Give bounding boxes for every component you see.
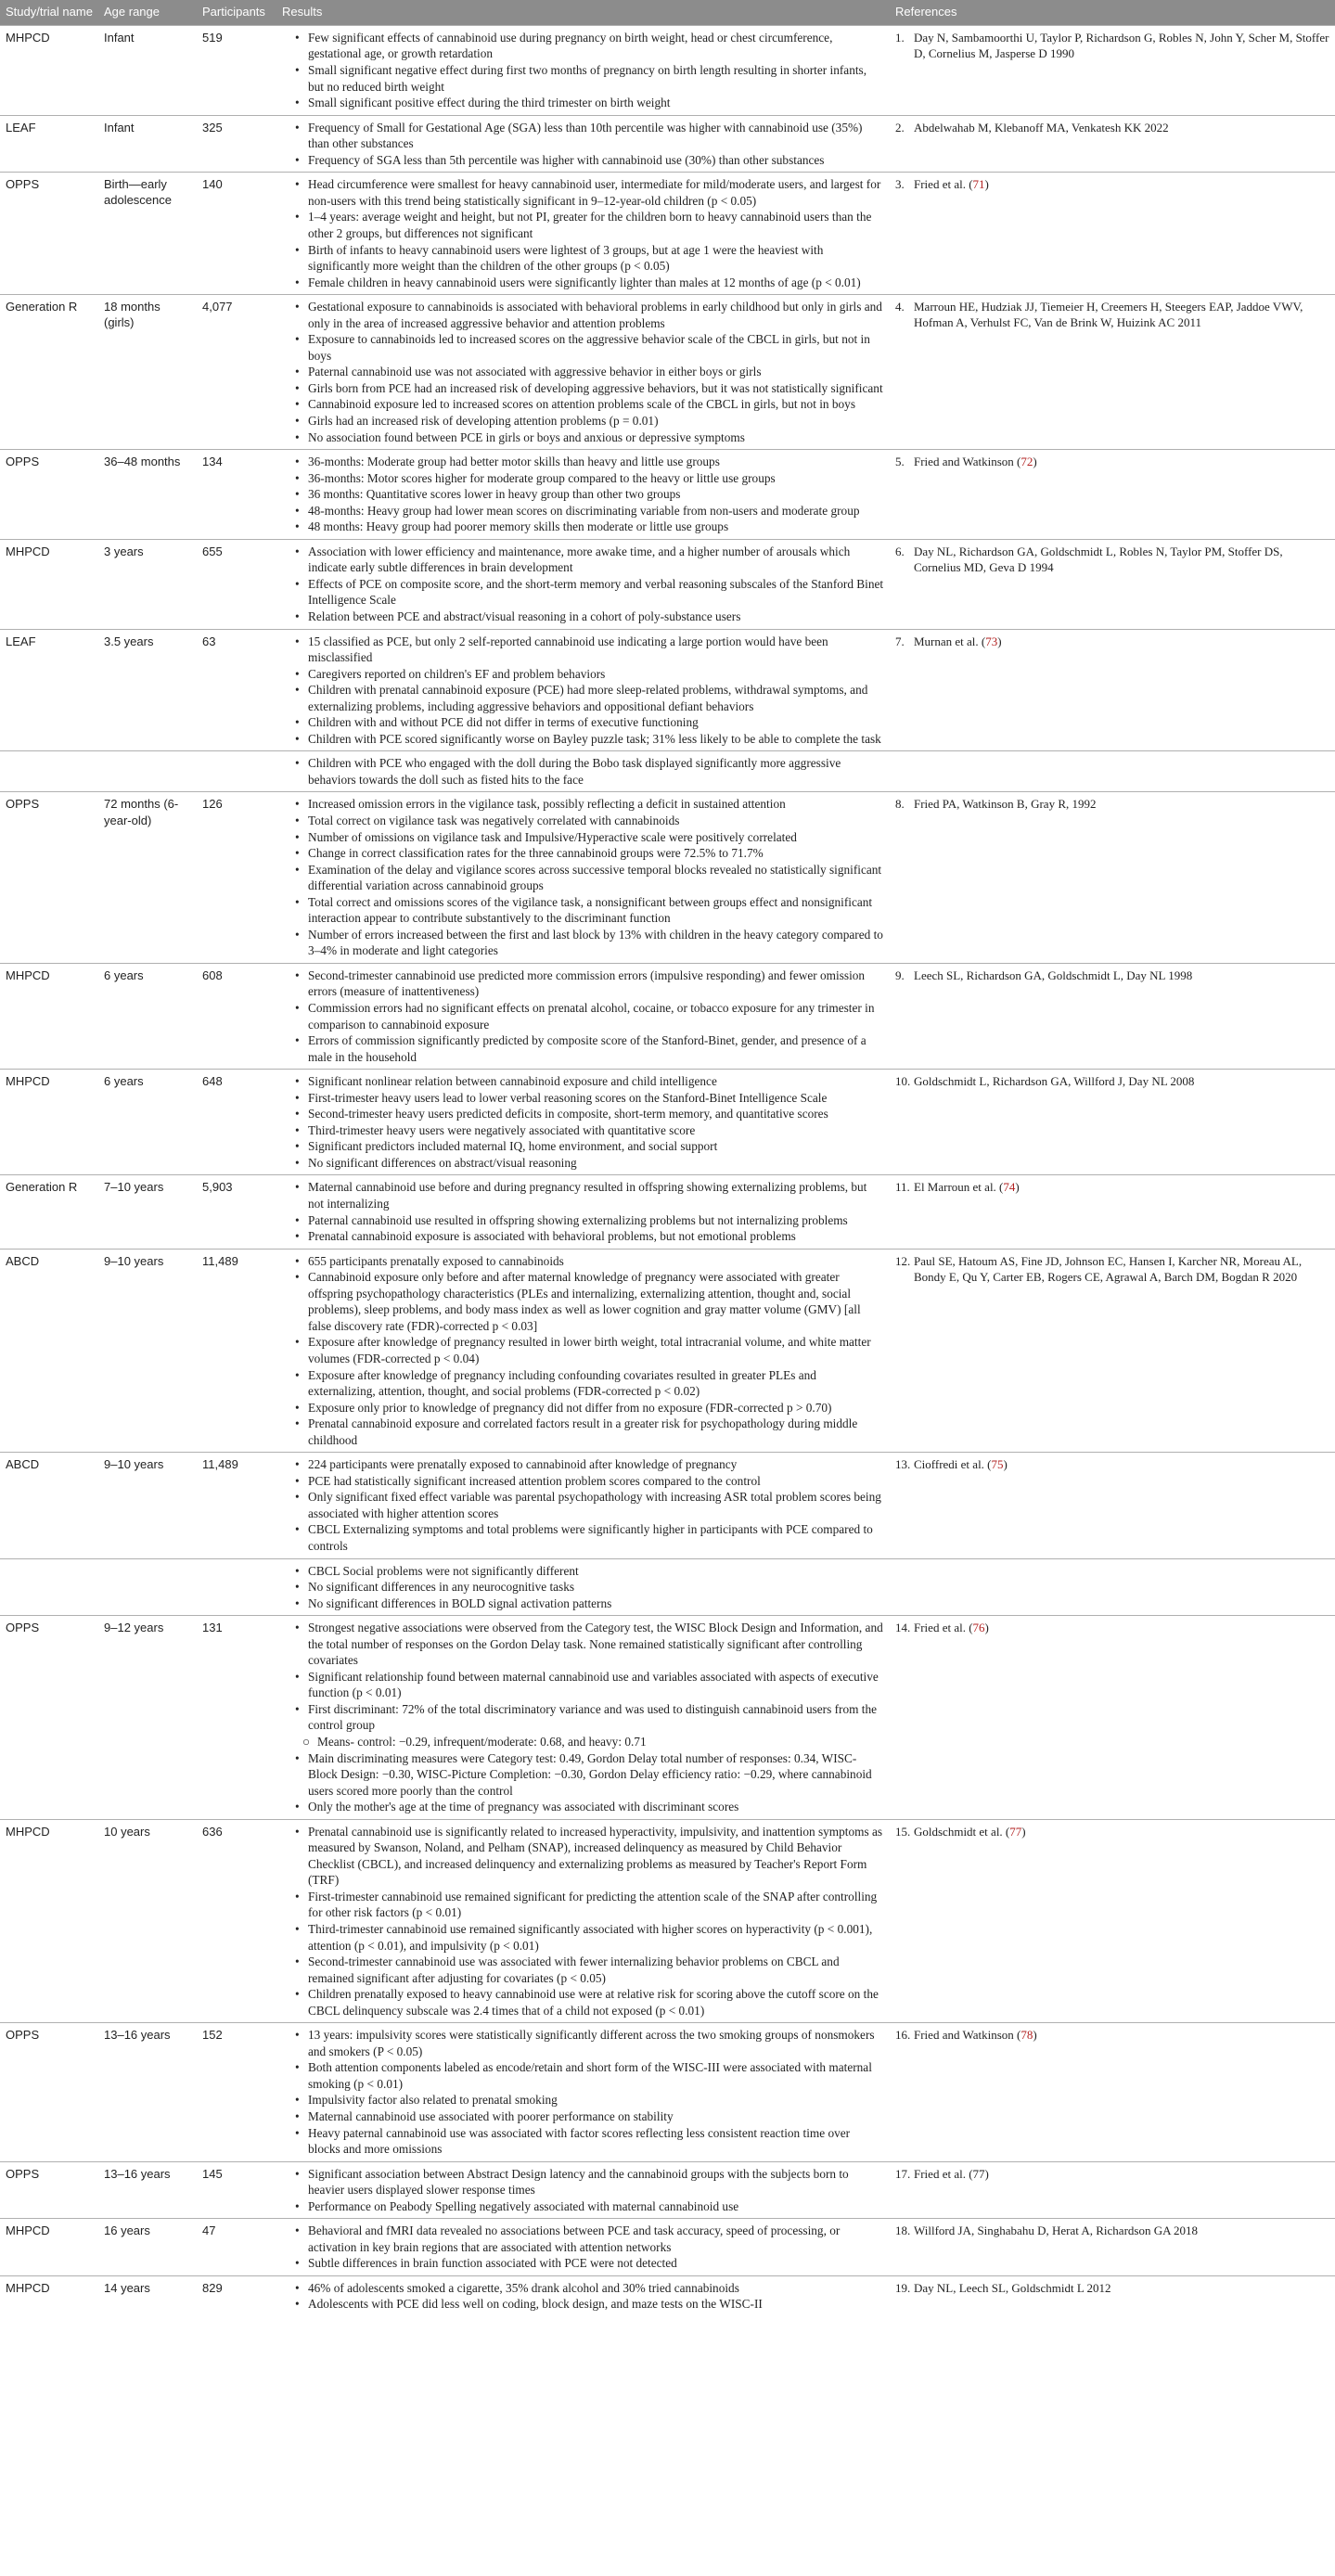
result-item: • Third-trimester heavy users were negatively associated with quantitative score	[308, 1122, 884, 1139]
result-item: • Significant predictors included maternal IQ, home environment, and social support	[308, 1138, 884, 1155]
reference-cell	[890, 450, 1335, 540]
study-name-cell: OPPS	[0, 2161, 98, 2219]
result-item: • 48 months: Heavy group had poorer memory skills then moderate or little use groups	[308, 519, 884, 535]
reference-cell	[890, 115, 1335, 173]
table-row	[0, 450, 1335, 540]
reference-text: Leech SL, Richardson GA, Goldschmidt L, Day NL 1998	[914, 968, 1193, 982]
table-row	[0, 963, 1335, 1069]
reference-number: 18.	[895, 2224, 911, 2238]
reference-cell	[890, 1819, 1335, 2023]
age-range-cell: 9–12 years	[98, 1616, 197, 1820]
result-item: • First discriminant: 72% of the total discriminatory variance and was used to distinguish cannabinoid users from the control group	[308, 1701, 884, 1734]
reference-cell	[890, 25, 1335, 115]
reference-cell	[890, 2023, 1335, 2161]
reference-cell	[890, 629, 1335, 751]
result-item: • Frequency of Small for Gestational Age (SGA) less than 10th percentile was higher with cannabinoid use (35%) than other substances	[308, 120, 884, 152]
study-name-cell: MHPCD	[0, 539, 98, 629]
reference-number: 6.	[895, 544, 905, 558]
reference-text: Fried et al. (77)	[914, 2166, 989, 2181]
results-cell	[276, 1175, 890, 1249]
age-range-cell: 3.5 years	[98, 629, 197, 751]
result-item: • Total correct and omissions scores of the vigilance task, a nonsignificant between groups effect and nonsignificant interaction appear to contribute substantively to the discriminant function	[308, 894, 884, 927]
table-row	[0, 1175, 1335, 1249]
citation-link[interactable]: 78	[1021, 2028, 1033, 2043]
study-name-cell: OPPS	[0, 2023, 98, 2161]
result-item: • Third-trimester cannabinoid use remained significantly associated with higher scores on hyperactivity (p < 0.001), attention (p < 0.01), and impulsivity (p < 0.01)	[308, 1921, 884, 1954]
table-row	[0, 2275, 1335, 2316]
citation-close-paren: )	[1033, 2028, 1037, 2043]
result-item: • Impulsivity factor also related to prenatal smoking	[308, 2092, 884, 2108]
result-item: • Both attention components labeled as encode/retain and short form of the WISC-III were associated with maternal smoking (p < 0.01)	[308, 2059, 884, 2092]
reference-cell	[890, 1558, 1335, 1616]
reference-number: 12.	[895, 1253, 911, 1268]
study-name-cell: MHPCD	[0, 2219, 98, 2276]
result-item: • 655 participants prenatally exposed to cannabinoids	[308, 1253, 884, 1270]
reference-number: 19.	[895, 2280, 911, 2295]
citation-link[interactable]: 71	[972, 177, 985, 192]
result-item: • CBCL Social problems were not significantly different	[308, 1563, 884, 1580]
reference-cell	[890, 2219, 1335, 2276]
results-cell	[276, 2275, 890, 2316]
table-row	[0, 1249, 1335, 1453]
result-item: • No significant differences in any neurocognitive tasks	[308, 1579, 884, 1596]
header-references: References	[890, 0, 1335, 25]
results-list	[308, 120, 884, 169]
reference-cell	[890, 539, 1335, 629]
result-item: • Paternal cannabinoid use resulted in offspring showing externalizing problems but not internalizing problems	[308, 1212, 884, 1229]
results-cell	[276, 1616, 890, 1820]
reference-text: Fried et al. (	[914, 177, 973, 192]
age-range-cell: 16 years	[98, 2219, 197, 2276]
age-range-cell: 6 years	[98, 1070, 197, 1175]
results-cell	[276, 792, 890, 963]
reference-cell	[890, 1175, 1335, 1249]
header-age-range: Age range	[98, 0, 197, 25]
results-cell	[276, 629, 890, 751]
result-item: • Association with lower efficiency and maintenance, more awake time, and a higher number of arousals which indicate early subtle differences in brain development	[308, 544, 884, 576]
results-cell	[276, 2023, 890, 2161]
results-cell	[276, 1819, 890, 2023]
result-item: • 15 classified as PCE, but only 2 self-reported cannabinoid use indicating a large portion would have been misclassified	[308, 634, 884, 666]
reference-number: 15.	[895, 1824, 911, 1839]
results-list	[308, 1563, 884, 1612]
reference-cell	[890, 2161, 1335, 2219]
reference-text: Goldschmidt L, Richardson GA, Willford J, Day NL 2008	[914, 1074, 1195, 1089]
reference-number: 7.	[895, 634, 905, 648]
age-range-cell: 36–48 months	[98, 450, 197, 540]
table-row	[0, 792, 1335, 963]
citation-close-paren: )	[1033, 455, 1037, 469]
results-list	[308, 796, 884, 958]
participants-cell: 519	[197, 25, 276, 115]
study-name-cell: OPPS	[0, 450, 98, 540]
table-row	[0, 1819, 1335, 2023]
header-participants: Participants	[197, 0, 276, 25]
results-list	[308, 1456, 884, 1554]
citation-close-paren: )	[997, 634, 1002, 648]
reference-cell	[890, 751, 1335, 792]
reference-text: Murnan et al. (	[914, 634, 986, 648]
study-name-cell: ABCD	[0, 1453, 98, 1558]
results-cell	[276, 1558, 890, 1616]
age-range-cell: 9–10 years	[98, 1249, 197, 1453]
study-name-cell	[0, 751, 98, 792]
reference-cell	[890, 1616, 1335, 1820]
result-item: • Girls born from PCE had an increased risk of developing aggressive behaviors, but it was not statistically significant	[308, 380, 884, 397]
result-item: • Children with PCE scored significantly worse on Bayley puzzle task; 31% less likely to be able to complete the task	[308, 731, 884, 748]
reference-text: Fried et al. (	[914, 1621, 973, 1635]
reference-cell	[890, 173, 1335, 295]
results-cell	[276, 450, 890, 540]
study-name-cell: MHPCD	[0, 1070, 98, 1175]
reference-number: 11.	[895, 1180, 910, 1195]
study-name-cell: Generation R	[0, 295, 98, 450]
result-item: • Few significant effects of cannabinoid use during pregnancy on birth weight, head or chest circumference, gestational age, or growth retardation	[308, 30, 884, 62]
results-cell	[276, 539, 890, 629]
reference-text: El Marroun et al. (	[914, 1180, 1004, 1195]
result-item: • Prenatal cannabinoid exposure and correlated factors result in a greater risk for psychopathology during middle childhood	[308, 1416, 884, 1448]
age-range-cell: 3 years	[98, 539, 197, 629]
result-item: • Caregivers reported on children's EF and problem behaviors	[308, 666, 884, 683]
age-range-cell: 18 months (girls)	[98, 295, 197, 450]
result-item: • Children with PCE who engaged with the doll during the Bobo task displayed significantly more aggressive behaviors towards the doll such as fisted hits to the face	[308, 755, 884, 788]
participants-cell: 325	[197, 115, 276, 173]
reference-text: Cioffredi et al. (	[914, 1457, 992, 1472]
age-range-cell: Infant	[98, 25, 197, 115]
table-row	[0, 1558, 1335, 1616]
results-cell	[276, 25, 890, 115]
result-item: • Cannabinoid exposure led to increased scores on attention problems scale of the CBCL in girls, but not in boys	[308, 396, 884, 413]
result-item: • Prenatal cannabinoid use is significantly related to increased hyperactivity, impulsivity, and inattention symptoms as measured by Swanson, Noland, and Pelham (SNAP), increased delinquency as measured by Child Behavior Checklist (CBCL), and increased delinquency and externalizing problems as measured by Teacher's Report Form (TRF)	[308, 1824, 884, 1889]
reference-cell	[890, 295, 1335, 450]
result-item: • Change in correct classification rates for the three cannabinoid groups were 72.5% to 71.7%	[308, 845, 884, 862]
result-item: • Errors of commission significantly predicted by composite score of the Stanford-Binet, gender, and presence of a male in the household	[308, 1032, 884, 1065]
results-cell	[276, 115, 890, 173]
citation-link[interactable]: 77	[1009, 1824, 1022, 1839]
reference-text: Willford JA, Singhabahu D, Herat A, Richardson GA 2018	[914, 2224, 1199, 2238]
reference-cell	[890, 792, 1335, 963]
reference-number: 16.	[895, 2028, 911, 2043]
age-range-cell: 7–10 years	[98, 1175, 197, 1249]
result-item: • Small significant negative effect during first two months of pregnancy on birth length resulting in shorter infants, but no reduced birth weight	[308, 62, 884, 95]
results-cell	[276, 173, 890, 295]
result-item: • Children with and without PCE did not differ in terms of executive functioning	[308, 714, 884, 731]
result-item: • Birth of infants to heavy cannabinoid users were lightest of 3 groups, but at age 1 were the heaviest with significantly more weight than the children of the other groups (p < 0.05)	[308, 242, 884, 275]
citation-link[interactable]: 73	[985, 634, 998, 648]
citation-link[interactable]: 72	[1021, 455, 1033, 469]
participants-cell	[197, 751, 276, 792]
study-name-cell: Generation R	[0, 1175, 98, 1249]
results-list	[308, 2223, 884, 2272]
table-row	[0, 751, 1335, 792]
participants-cell: 655	[197, 539, 276, 629]
age-range-cell: 13–16 years	[98, 2023, 197, 2161]
participants-cell: 5,903	[197, 1175, 276, 1249]
participants-cell: 134	[197, 450, 276, 540]
reference-cell	[890, 1070, 1335, 1175]
result-item: • Subtle differences in brain function associated with PCE were not detected	[308, 2255, 884, 2272]
reference-cell	[890, 2275, 1335, 2316]
participants-cell: 152	[197, 2023, 276, 2161]
result-item: • Female children in heavy cannabinoid users were significantly lighter than males at 12 months of age (p < 0.01)	[308, 275, 884, 291]
result-item: • Only significant fixed effect variable was parental psychopathology with increasing ASR total problem scores being associated with higher attention scores	[308, 1489, 884, 1521]
result-item: • First-trimester heavy users lead to lower verbal reasoning scores on the Stanford-Binet Intelligence Scale	[308, 1090, 884, 1107]
results-list	[308, 30, 884, 111]
result-item: • Maternal cannabinoid use before and during pregnancy resulted in offspring showing externalizing problems, but not internalizing	[308, 1179, 884, 1211]
results-list	[308, 544, 884, 625]
participants-cell: 4,077	[197, 295, 276, 450]
reference-number: 13.	[895, 1457, 911, 1472]
result-item: • Exposure after knowledge of pregnancy resulted in lower birth weight, total intracranial volume, and white matter volumes (FDR-corrected p < 0.04)	[308, 1334, 884, 1366]
citation-close-paren: )	[984, 1621, 989, 1635]
reference-number: 1.	[895, 30, 905, 45]
result-item: • No significant differences in BOLD signal activation patterns	[308, 1596, 884, 1612]
reference-cell	[890, 963, 1335, 1069]
results-list	[308, 1620, 884, 1815]
results-list	[308, 454, 884, 535]
result-item: • Effects of PCE on composite score, and the short-term memory and verbal reasoning subscales of the Stanford Binet Intelligence Scale	[308, 576, 884, 609]
study-name-cell: ABCD	[0, 1249, 98, 1453]
table-row	[0, 629, 1335, 751]
result-item: • Small significant positive effect during the third trimester on birth weight	[308, 95, 884, 111]
reference-text: Paul SE, Hatoum AS, Fine JD, Johnson EC, Hansen I, Karcher NR, Moreau AL, Bondy E, Qu Y, Carter EB, Rogers CE, Agrawal A, Barch DM, Bogdan R 2020	[914, 1253, 1303, 1284]
reference-number: 9.	[895, 968, 905, 982]
participants-cell: 145	[197, 2161, 276, 2219]
age-range-cell	[98, 751, 197, 792]
results-cell	[276, 963, 890, 1069]
study-name-cell	[0, 1558, 98, 1616]
reference-cell	[890, 1249, 1335, 1453]
study-name-cell: LEAF	[0, 629, 98, 751]
result-item: • Commission errors had no significant effects on prenatal alcohol, cocaine, or tobacco exposure for any trimester in comparison to cannabinoid exposure	[308, 1000, 884, 1032]
result-item: • Number of errors increased between the first and last block by 13% with children in the heavy category compared to 3–4% in moderate and light categories	[308, 927, 884, 959]
result-item: • Cannabinoid exposure only before and after maternal knowledge of pregnancy were associated with greater offspring psychopathology characteristics (PLEs and internalizing, externalizing attention, thought and, social problems), sleep problems, and body mass index as well as lower cognition and gray matter volume (GMV) [all false discovery rate (FDR)-corrected p < 0.03]	[308, 1269, 884, 1334]
table-body	[0, 25, 1335, 2316]
table-row	[0, 2023, 1335, 2161]
results-list	[308, 2166, 884, 2215]
reference-number: 2.	[895, 120, 905, 135]
header-study: Study/trial name	[0, 0, 98, 25]
reference-text: Day NL, Richardson GA, Goldschmidt L, Robles N, Taylor PM, Stoffer DS, Cornelius MD, Geva D 1994	[914, 544, 1283, 574]
reference-text: Fried and Watkinson (	[914, 2028, 1021, 2043]
study-name-cell: MHPCD	[0, 2275, 98, 2316]
participants-cell: 11,489	[197, 1249, 276, 1453]
result-item: • Exposure only prior to knowledge of pregnancy did not differ from no exposure (FDR-corrected p > 0.70)	[308, 1400, 884, 1416]
reference-text: Abdelwahab M, Klebanoff MA, Venkatesh KK 2022	[914, 120, 1169, 135]
participants-cell: 47	[197, 2219, 276, 2276]
result-item: • Children prenatally exposed to heavy cannabinoid use were at relative risk for scoring above the cutoff score on the CBCL delinquency subscale was 2.4 times that of a child not exposed (p < 0.01)	[308, 1986, 884, 2019]
age-range-cell: 9–10 years	[98, 1453, 197, 1558]
results-list	[308, 1073, 884, 1171]
reference-text: Day NL, Leech SL, Goldschmidt L 2012	[914, 2280, 1111, 2295]
results-cell	[276, 295, 890, 450]
result-item: • Maternal cannabinoid use associated with poorer performance on stability	[308, 2108, 884, 2125]
participants-cell: 11,489	[197, 1453, 276, 1558]
results-list	[308, 1253, 884, 1449]
result-item: • Paternal cannabinoid use was not associated with aggressive behavior in either boys or girls	[308, 364, 884, 380]
result-item: • 36-months: Moderate group had better motor skills than heavy and little use groups	[308, 454, 884, 470]
citation-close-paren: )	[1021, 1824, 1026, 1839]
study-name-cell: MHPCD	[0, 1819, 98, 2023]
table-row	[0, 2161, 1335, 2219]
study-name-cell: OPPS	[0, 173, 98, 295]
header-results: Results	[276, 0, 890, 25]
citation-link[interactable]: 76	[972, 1621, 985, 1635]
participants-cell: 63	[197, 629, 276, 751]
participants-cell: 636	[197, 1819, 276, 2023]
results-cell	[276, 2161, 890, 2219]
table-header-row	[0, 0, 1335, 25]
result-item: • Examination of the delay and vigilance scores across successive temporal blocks revealed no statistically significant differential variation across cannabinoid groups	[308, 862, 884, 894]
result-item: • Relation between PCE and abstract/visual reasoning in a cohort of poly-substance users	[308, 609, 884, 625]
reference-cell	[890, 1453, 1335, 1558]
result-item: • 36 months: Quantitative scores lower in heavy group than other two groups	[308, 486, 884, 503]
result-item: • 224 participants were prenatally exposed to cannabinoid after knowledge of pregnancy	[308, 1456, 884, 1473]
result-item: • Second-trimester cannabinoid use predicted more commission errors (impulsive responding) and fewer omission errors (measure of inattentiveness)	[308, 968, 884, 1000]
participants-cell	[197, 1558, 276, 1616]
result-item: • First-trimester cannabinoid use remained significant for predicting the attention scale of the SNAP after controlling for other risk factors (p < 0.01)	[308, 1889, 884, 1921]
results-cell	[276, 1070, 890, 1175]
results-cell	[276, 751, 890, 792]
results-cell	[276, 1249, 890, 1453]
result-item: • Prenatal cannabinoid exposure is associated with behavioral problems, but not emotional problems	[308, 1228, 884, 1245]
results-list	[308, 1824, 884, 2019]
results-list	[308, 176, 884, 290]
reference-number: 3.	[895, 177, 905, 192]
result-item: • Behavioral and fMRI data revealed no associations between PCE and task accuracy, speed of processing, or activation in key brain regions that are associated with attention networks	[308, 2223, 884, 2255]
study-name-cell: MHPCD	[0, 25, 98, 115]
results-list	[308, 634, 884, 748]
results-list	[308, 1179, 884, 1244]
result-item: • 13 years: impulsivity scores were statistically significantly different across the two smoking groups of nonsmokers and smokers (P < 0.05)	[308, 2027, 884, 2059]
table-row	[0, 1070, 1335, 1175]
results-cell	[276, 2219, 890, 2276]
table-row	[0, 173, 1335, 295]
table-row	[0, 539, 1335, 629]
result-item: • Only the mother's age at the time of pregnancy was associated with discriminant scores	[308, 1799, 884, 1815]
result-item: • 36-months: Motor scores higher for moderate group compared to the heavy or little use groups	[308, 470, 884, 487]
result-item: • Exposure after knowledge of pregnancy including confounding covariates resulted in greater PLEs and externalizing, attention, thought, and social problems (FDR-corrected p < 0.02)	[308, 1367, 884, 1400]
result-item: • Second-trimester heavy users predicted deficits in composite, short-term memory, and quantitative scores	[308, 1106, 884, 1122]
citation-close-paren: )	[984, 177, 989, 192]
reference-number: 14.	[895, 1621, 911, 1635]
table-row	[0, 1453, 1335, 1558]
study-name-cell: MHPCD	[0, 963, 98, 1069]
participants-cell: 140	[197, 173, 276, 295]
result-item: • No association found between PCE in girls or boys and anxious or depressive symptoms	[308, 429, 884, 446]
reference-text: Fried PA, Watkinson B, Gray R, 1992	[914, 797, 1097, 812]
citation-close-paren: )	[1015, 1180, 1020, 1195]
result-item: • Significant association between Abstract Design latency and the cannabinoid groups with the subjects born to heavier users displayed slower response times	[308, 2166, 884, 2198]
study-name-cell: OPPS	[0, 1616, 98, 1820]
participants-cell: 648	[197, 1070, 276, 1175]
result-item: • Increased omission errors in the vigilance task, possibly reflecting a deficit in sustained attention	[308, 796, 884, 813]
participants-cell: 131	[197, 1616, 276, 1820]
result-item: • Girls had an increased risk of developing attention problems (p = 0.01)	[308, 413, 884, 429]
result-item: • PCE had statistically significant increased attention problem scores compared to the control	[308, 1473, 884, 1490]
reference-number: 17.	[895, 2166, 911, 2181]
result-item: • Strongest negative associations were observed from the Category test, the WISC Block Design and Information, and the total number of responses on the Gordon Delay task. None remained statistically significant after controlling covariates	[308, 1620, 884, 1669]
table-row	[0, 115, 1335, 173]
result-item: • Head circumference were smallest for heavy cannabinoid user, intermediate for mild/moderate users, and largest for non-users with this trend being statistically significant in 9–12-year-old children (p < 0.05)	[308, 176, 884, 209]
age-range-cell: 6 years	[98, 963, 197, 1069]
reference-text: Goldschmidt et al. (	[914, 1824, 1010, 1839]
table-row	[0, 25, 1335, 115]
age-range-cell: Infant	[98, 115, 197, 173]
reference-number: 8.	[895, 797, 905, 812]
result-item: • Children with prenatal cannabinoid exposure (PCE) had more sleep-related problems, withdrawal symptoms, and externalizing problems, including aggressive behaviors and oppositional defiant behaviors	[308, 682, 884, 714]
results-list	[308, 2027, 884, 2157]
result-item: • Total correct on vigilance task was negatively correlated with cannabinoids	[308, 813, 884, 829]
participants-cell: 126	[197, 792, 276, 963]
result-item: • Exposure to cannabinoids led to increased scores on the aggressive behavior scale of the CBCL in girls, but not in boys	[308, 331, 884, 364]
result-item: • No significant differences on abstract/visual reasoning	[308, 1155, 884, 1172]
results-list	[308, 299, 884, 445]
result-item: • Performance on Peabody Spelling negatively associated with maternal cannabinoid use	[308, 2198, 884, 2215]
table-row	[0, 1616, 1335, 1820]
study-name-cell: LEAF	[0, 115, 98, 173]
result-item: • Heavy paternal cannabinoid use was associated with factor scores reflecting less consistent reaction time over blocks and more omissions	[308, 2125, 884, 2158]
results-list	[308, 2280, 884, 2313]
age-range-cell: 13–16 years	[98, 2161, 197, 2219]
result-item: ○ Means- control: −0.29, infrequent/moderate: 0.68, and heavy: 0.71	[308, 1734, 884, 1750]
result-item: • Main discriminating measures were Category test: 0.49, Gordon Delay total number of responses: 0.34, WISC-Block Design: −0.30, WISC-Picture Completion: −0.30, Gordon Delay efficiency ratio: −0.29, where cannabinoid users scored more poorly than the control	[308, 1750, 884, 1800]
reference-number: 4.	[895, 300, 905, 314]
participants-cell: 608	[197, 963, 276, 1069]
age-range-cell: 14 years	[98, 2275, 197, 2316]
citation-link[interactable]: 74	[1003, 1180, 1016, 1195]
table-row	[0, 2219, 1335, 2276]
result-item: • Significant relationship found between maternal cannabinoid use and variables associated with aspects of executive function (p < 0.01)	[308, 1669, 884, 1701]
result-item: • CBCL Externalizing symptoms and total problems were significantly higher in participants with PCE compared to controls	[308, 1521, 884, 1554]
reference-text: Fried and Watkinson (	[914, 455, 1021, 469]
result-item: • 1–4 years: average weight and height, but not PI, greater for the children born to heavy cannabinoid users than the other 2 groups, but differences not significant	[308, 209, 884, 241]
reference-text: Day N, Sambamoorthi U, Taylor P, Richardson G, Robles N, John Y, Scher M, Stoffer D, Cornelius M, Jasperse D 1990	[914, 30, 1329, 61]
result-item: • Second-trimester cannabinoid use was associated with fewer internalizing behavior problems on CBCL and remained significant after adjusting for covariates (p < 0.05)	[308, 1954, 884, 1986]
reference-number: 10.	[895, 1074, 911, 1089]
results-list	[308, 968, 884, 1065]
reference-number: 5.	[895, 455, 905, 469]
citation-close-paren: )	[1003, 1457, 1008, 1472]
reference-text: Marroun HE, Hudziak JJ, Tiemeier H, Creemers H, Steegers EAP, Jaddoe VWV, Hofman A, Verhulst FC, Van de Brink W, Huizink AC 2011	[914, 300, 1303, 330]
result-item: • Significant nonlinear relation between cannabinoid exposure and child intelligence	[308, 1073, 884, 1090]
age-range-cell: Birth—early adolescence	[98, 173, 197, 295]
result-item: • Frequency of SGA less than 5th percentile was higher with cannabinoid use (30%) than other substances	[308, 152, 884, 169]
results-cell	[276, 1453, 890, 1558]
study-name-cell: OPPS	[0, 792, 98, 963]
table-row	[0, 295, 1335, 450]
age-range-cell: 72 months (6-year-old)	[98, 792, 197, 963]
result-item: • Adolescents with PCE did less well on coding, block design, and maze tests on the WISC-II	[308, 2296, 884, 2313]
age-range-cell: 10 years	[98, 1819, 197, 2023]
result-item: • Gestational exposure to cannabinoids is associated with behavioral problems in early childhood but only in girls and only in the area of increased aggressive behavior and attention problems	[308, 299, 884, 331]
citation-link[interactable]: 75	[991, 1457, 1004, 1472]
participants-cell: 829	[197, 2275, 276, 2316]
result-item: • 46% of adolescents smoked a cigarette, 35% drank alcohol and 30% tried cannabinoids	[308, 2280, 884, 2297]
results-list	[308, 755, 884, 788]
result-item: • Number of omissions on vigilance task and Impulsive/Hyperactive scale were positively correlated	[308, 829, 884, 846]
result-item: • 48-months: Heavy group had lower mean scores on discriminating variable from non-users and moderate group	[308, 503, 884, 519]
age-range-cell	[98, 1558, 197, 1616]
